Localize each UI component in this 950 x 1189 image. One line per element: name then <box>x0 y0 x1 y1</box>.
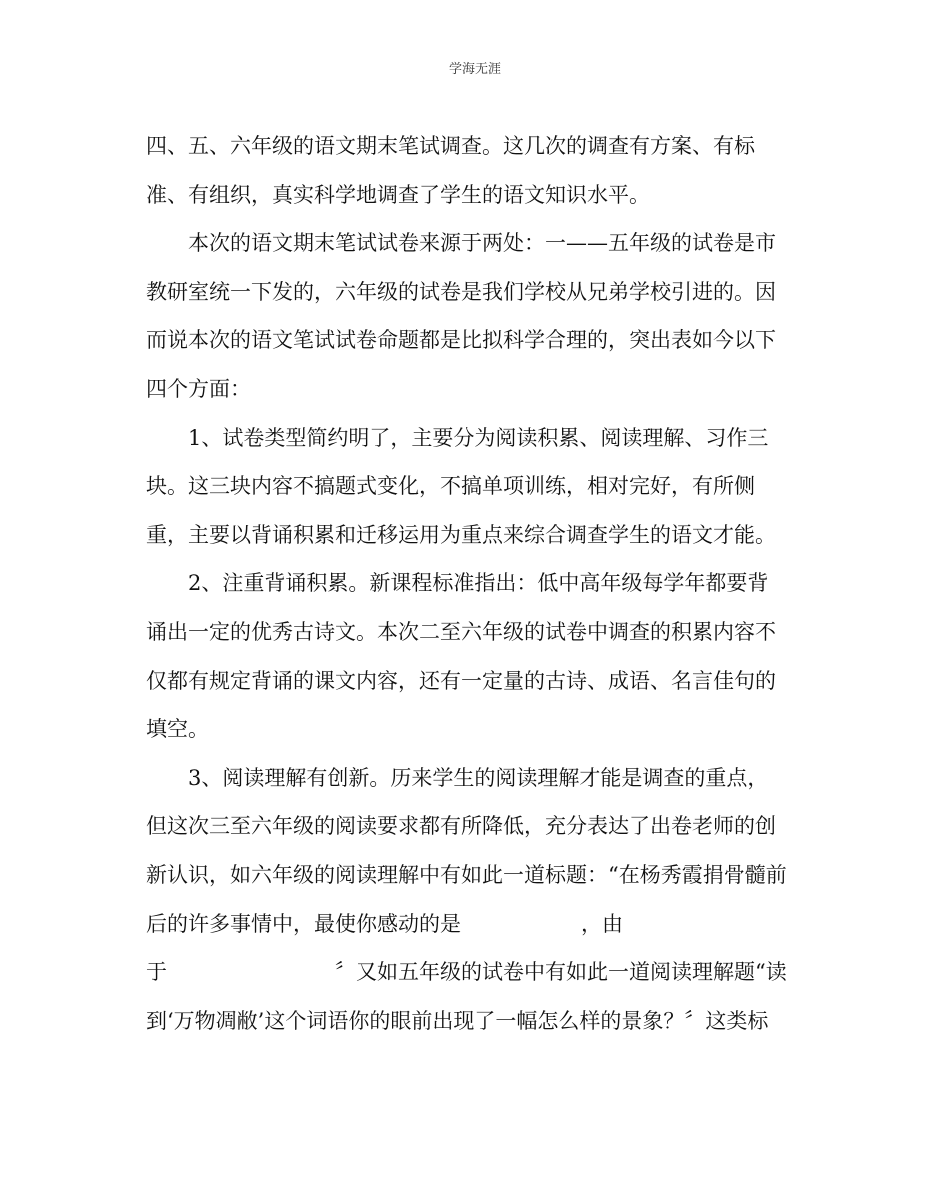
document-body <box>146 128 816 1051</box>
paragraph-start-line: 本次的语文期末笔试试卷来源于两处：一——五年级的试卷是市 <box>188 231 776 256</box>
text-segment: 后的许多事情中，最使你感动的是 <box>146 911 461 936</box>
paragraph-start-line: 2、注重背诵积累。新课程标准指出：低中高年级每学年都要背 <box>188 571 769 596</box>
text-line-with-blank <box>146 906 816 955</box>
text-line-with-blank <box>146 954 816 1003</box>
text-line: 块。这三块内容不搞题式变化，不搞单项训练，相对完好，有所侧 <box>146 474 755 499</box>
text-line: 到‘万物凋敝’这个词语你的眼前出现了一幅怎么样的景象？〞这类标 <box>146 1008 769 1033</box>
text-line: 而说本次的语文笔试试卷命题都是比拟科学合理的，突出表如今以下 <box>146 328 776 353</box>
text-line: 四、五、六年级的语文期末笔试调查。这几次的调查有方案、有标 <box>146 134 755 158</box>
text-line: 教研室统一下发的，六年级的试卷是我们学校从兄弟学校引进的。因 <box>146 279 776 304</box>
text-line: 填空。 <box>146 717 209 742</box>
text-line: 但这次三至六年级的阅读要求都有所降低，充分表达了出卷老师的创 <box>146 814 776 839</box>
text-line: 准、有组织，真实科学地调查了学生的语文知识水平。 <box>146 182 650 207</box>
text-line: 四个方面： <box>146 376 251 401</box>
paragraph-start-line: 1、试卷类型简约明了，主要分为阅读积累、阅读理解、习作三 <box>188 425 769 450</box>
text-segment: 于 <box>146 960 167 985</box>
paragraph-start-line: 3、阅读理解有创新。历来学生的阅读理解才能是调查的重点， <box>188 765 769 790</box>
text-line: 新认识，如六年级的阅读理解中有如此一道标题：“在杨秀霞捐骨髓前 <box>146 862 787 887</box>
page-header: 学海无涯 <box>448 62 501 77</box>
text-line: 重，主要以背诵积累和迁移运用为重点来综合调查学生的语文才能。 <box>146 522 776 547</box>
text-segment: ，由 <box>581 911 623 936</box>
text-line: 诵出一定的优秀古诗文。本次二至六年级的试卷中调查的积累内容不 <box>146 619 776 644</box>
text-line: 仅都有规定背诵的课文内容，还有一定量的古诗、成语、名言佳句的 <box>146 668 776 693</box>
text-segment: 〞又如五年级的试卷中有如此一道阅读理解题“读 <box>335 960 787 985</box>
